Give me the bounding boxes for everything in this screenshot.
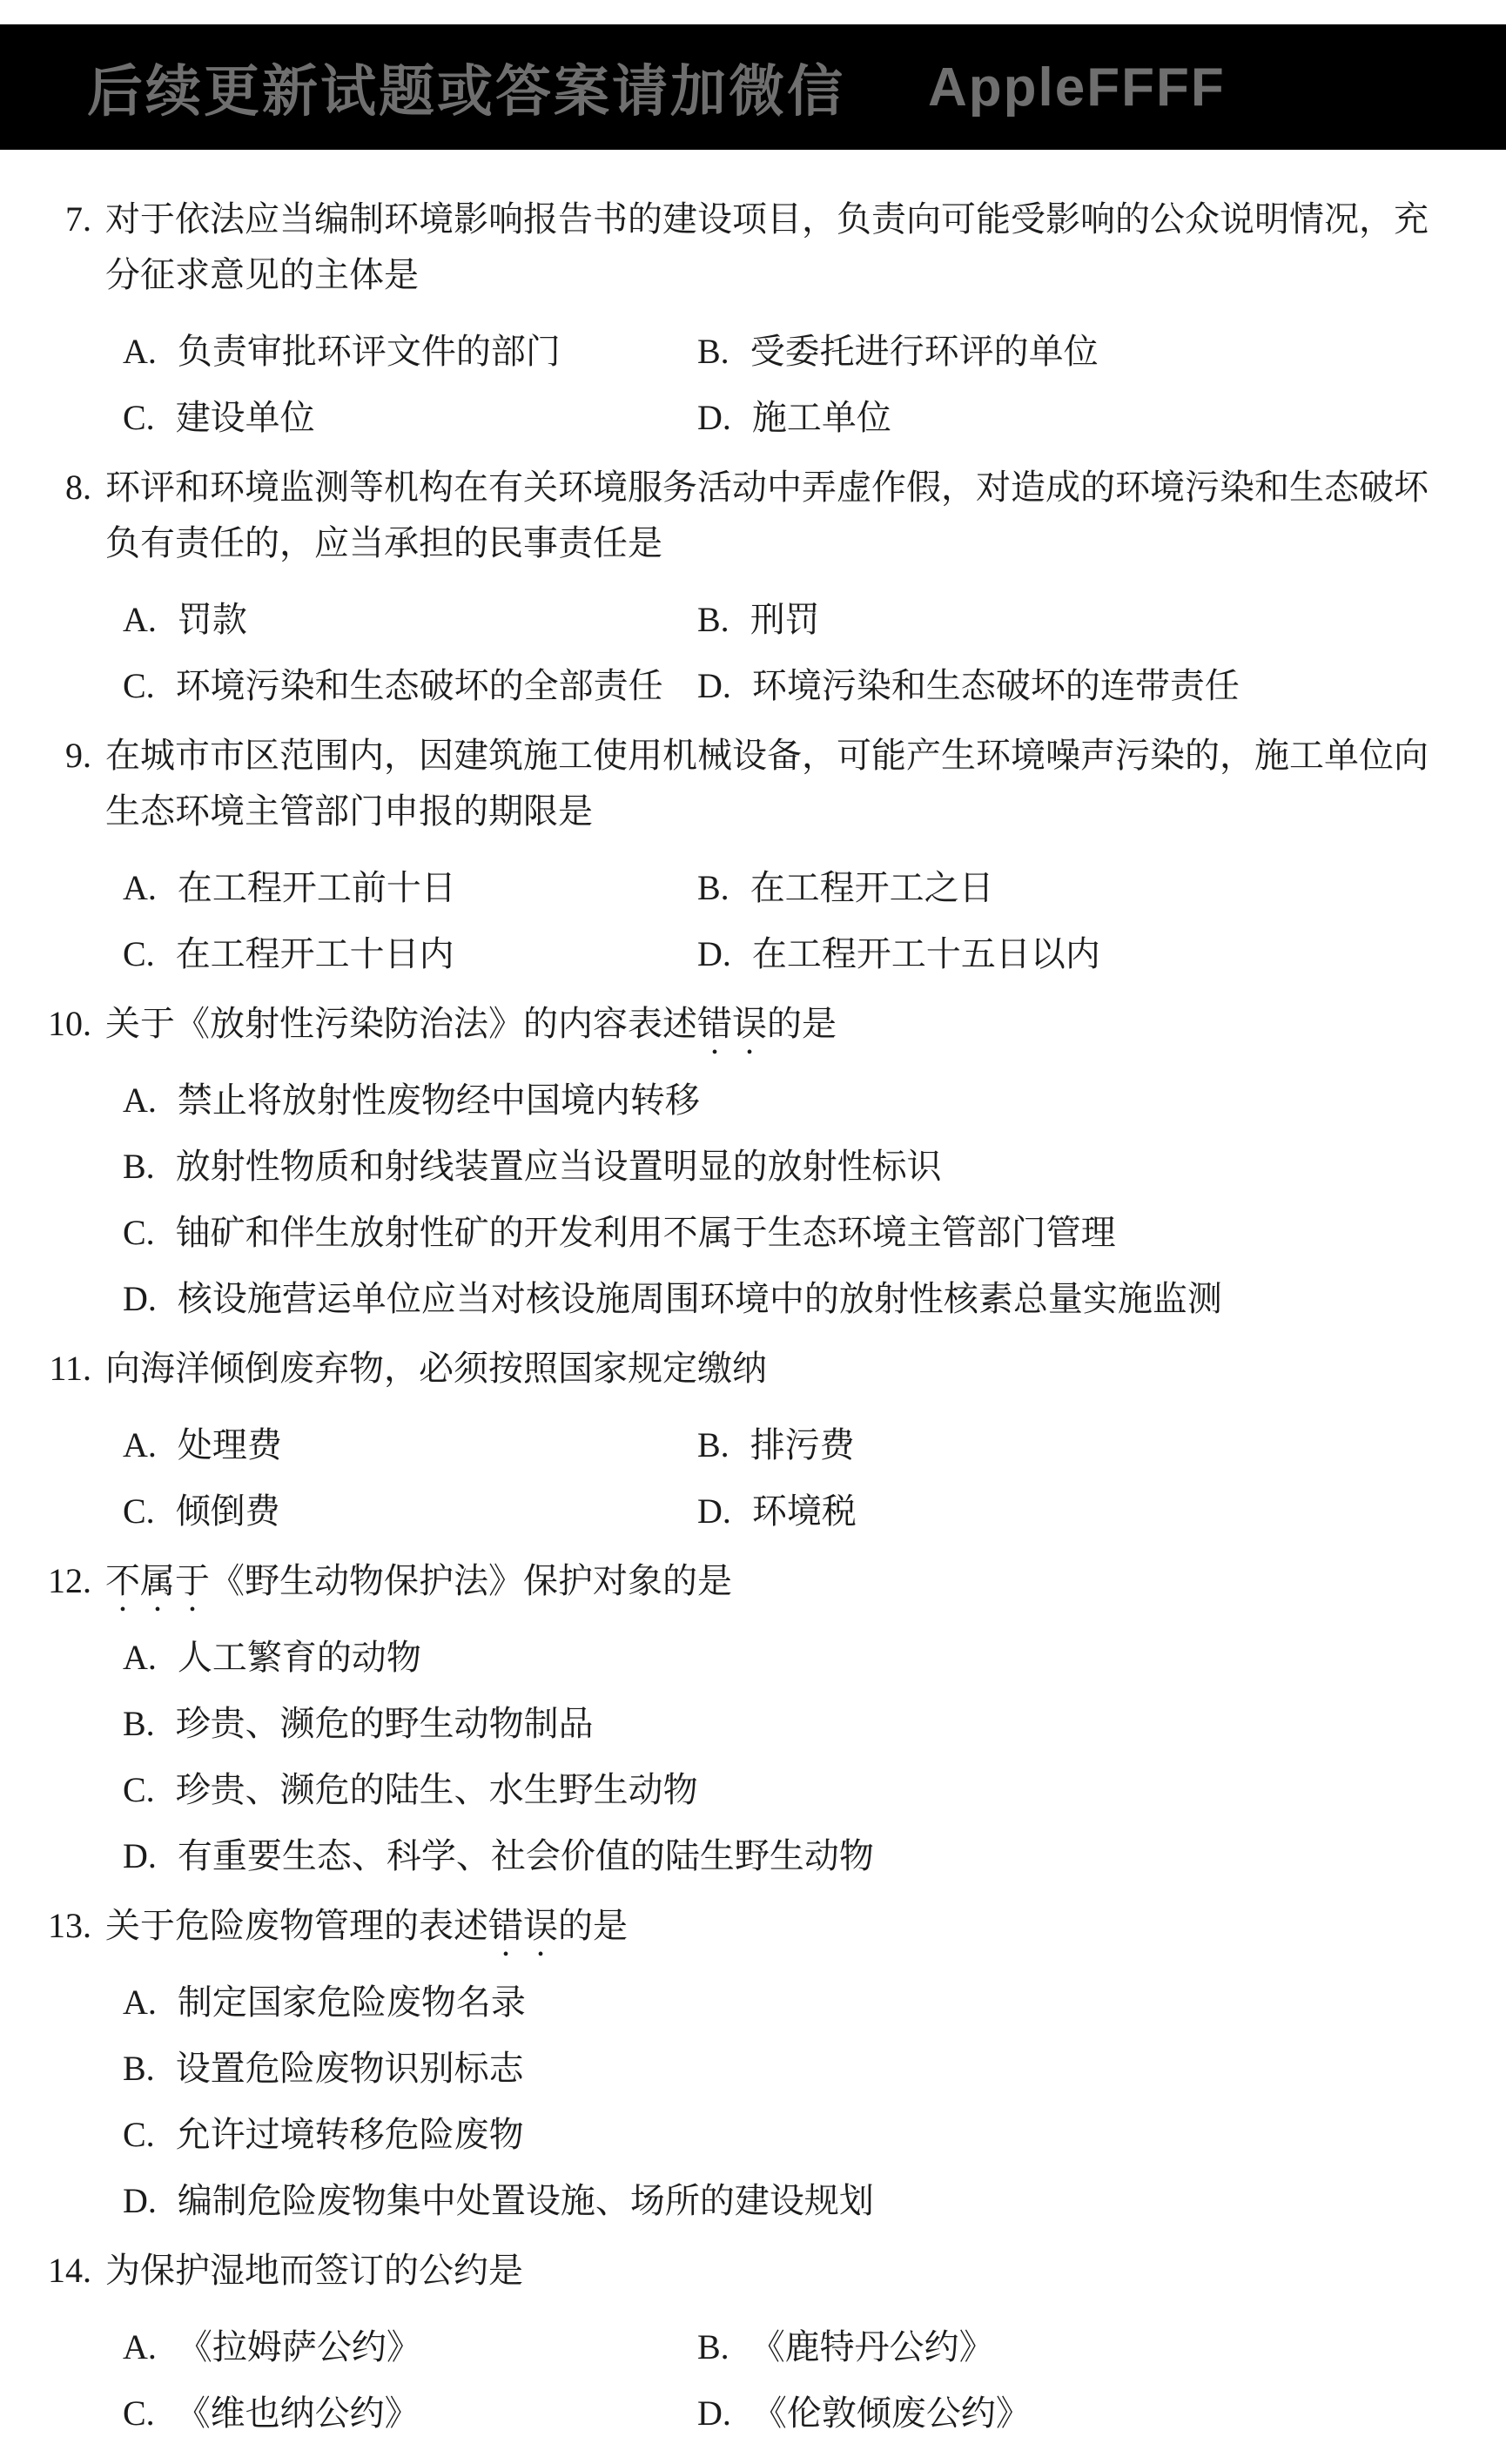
question-stem (105, 460, 1445, 582)
option-text: 环境污染和生态破坏的全部责任 (175, 666, 663, 705)
option-letter: D. (697, 934, 731, 973)
option-text: 在工程开工之日 (750, 868, 994, 907)
option-text: 制定国家危险废物名录 (177, 1983, 526, 2022)
question-stem-row (39, 728, 1445, 850)
options-grid (123, 2319, 1445, 2441)
banner-wechat-id: AppleFFFF (928, 57, 1226, 118)
question-stem-row (39, 996, 1445, 1062)
stem-emphasis: 不属于 (105, 1561, 210, 1600)
option-b (697, 1417, 1445, 1473)
question-11 (39, 1341, 1445, 1539)
option-letter: C. (123, 666, 155, 705)
option-text: 核设施营运单位应当对核设施周围环境中的放射性核素总量实施监测 (177, 1279, 1222, 1318)
option-c (123, 1484, 697, 1539)
option-letter: D. (697, 666, 731, 705)
option-text: 在工程开工前十日 (177, 868, 456, 907)
question-9 (39, 728, 1445, 982)
option-b (697, 324, 1445, 380)
banner-notice: 后续更新试题或答案请加微信 (87, 61, 845, 123)
option-letter: C. (123, 2115, 155, 2154)
question-stem-row (39, 2243, 1445, 2309)
option-text: 人工繁育的动物 (177, 1638, 421, 1677)
question-stem (105, 1553, 1445, 1619)
option-b (123, 2041, 1445, 2097)
option-c (123, 926, 697, 982)
option-text: 建设单位 (175, 398, 315, 437)
question-number: 11. (49, 1349, 91, 1388)
option-text: 罚款 (177, 600, 247, 639)
option-text: 《鹿特丹公约》 (750, 2327, 994, 2366)
question-stem (105, 192, 1445, 313)
option-d (123, 1828, 1445, 1884)
option-a (123, 860, 697, 916)
option-text: 在工程开工十五日以内 (751, 934, 1100, 973)
option-text: 珍贵、濒危的陆生、水生野生动物 (175, 1770, 698, 1809)
options-grid (123, 860, 1445, 982)
option-letter: D. (697, 1491, 731, 1531)
option-letter: D. (123, 2181, 157, 2220)
option-letter: A. (123, 1425, 157, 1464)
stem-pre: 在城市市区范围内，因建筑施工使用机械设备，可能产生环境噪声污染的，施工单位向生态环境主管部门申报的期限是 (105, 736, 1429, 831)
question-14 (39, 2243, 1445, 2441)
option-c (123, 390, 697, 446)
question-7 (39, 192, 1445, 446)
option-letter: B. (697, 868, 729, 907)
stem-post: 的是 (767, 1004, 837, 1043)
option-letter: C. (123, 934, 155, 973)
options-list (123, 1975, 1445, 2229)
option-text: 《拉姆萨公约》 (177, 2327, 421, 2366)
question-number: 12. (48, 1561, 91, 1600)
option-text: 倾倒费 (175, 1491, 280, 1531)
option-letter: A. (123, 2327, 157, 2366)
option-c (123, 658, 697, 714)
option-letter: D. (123, 1279, 157, 1318)
stem-pre: 为保护湿地而签订的公约是 (105, 2251, 523, 2290)
question-13 (39, 1898, 1445, 2229)
option-d (123, 1271, 1445, 1327)
option-d (123, 2173, 1445, 2229)
question-number: 13. (48, 1906, 91, 1945)
option-letter: D. (697, 2393, 731, 2433)
option-letter: B. (697, 600, 729, 639)
stem-pre: 关于危险废物管理的表述 (105, 1906, 488, 1945)
question-12 (39, 1553, 1445, 1884)
option-d (697, 658, 1445, 714)
option-text: 施工单位 (751, 398, 891, 437)
question-number: 14. (48, 2251, 91, 2290)
option-c (123, 1205, 1445, 1261)
option-letter: A. (123, 1081, 157, 1120)
option-letter: C. (123, 1491, 155, 1531)
options-list (123, 1630, 1445, 1884)
watermark-banner (0, 24, 1506, 150)
option-letter: A. (123, 868, 157, 907)
option-letter: A. (123, 1638, 157, 1677)
option-b (123, 1696, 1445, 1752)
stem-emphasis: 错误 (697, 1004, 767, 1043)
options-list (123, 1073, 1445, 1327)
question-stem (105, 996, 1445, 1062)
option-b (697, 592, 1445, 648)
option-a (123, 2319, 697, 2375)
option-text: 编制危险废物集中处置设施、场所的建设规划 (177, 2181, 874, 2220)
option-letter: C. (123, 1213, 155, 1252)
question-stem-row (39, 1341, 1445, 1407)
option-text: 环境税 (751, 1491, 857, 1531)
option-a (123, 592, 697, 648)
option-text: 受委托进行环评的单位 (750, 332, 1099, 371)
option-text: 禁止将放射性废物经中国境内转移 (177, 1081, 700, 1120)
option-text: 刑罚 (750, 600, 820, 639)
options-grid (123, 1417, 1445, 1539)
stem-pre: 关于《放射性污染防治法》的内容表述 (105, 1004, 697, 1043)
option-letter: A. (123, 1983, 157, 2022)
question-number: 8. (65, 468, 91, 507)
option-d (697, 926, 1445, 982)
option-a (123, 1417, 697, 1473)
option-text: 环境污染和生态破坏的连带责任 (751, 666, 1240, 705)
option-text: 《维也纳公约》 (175, 2393, 420, 2433)
option-text: 设置危险废物识别标志 (175, 2049, 524, 2088)
option-c (123, 2107, 1445, 2163)
option-text: 负责审批环评文件的部门 (177, 332, 561, 371)
option-letter: B. (697, 332, 729, 371)
option-a (123, 1975, 1445, 2030)
option-b (697, 2319, 1445, 2375)
question-8 (39, 460, 1445, 714)
option-letter: B. (123, 1704, 155, 1743)
option-d (697, 390, 1445, 446)
option-letter: A. (123, 332, 157, 371)
options-grid (123, 592, 1445, 714)
option-b (697, 860, 1445, 916)
option-text: 铀矿和伴生放射性矿的开发利用不属于生态环境主管部门管理 (175, 1213, 1116, 1252)
option-letter: C. (123, 2393, 155, 2433)
question-stem (105, 2243, 1445, 2309)
option-text: 在工程开工十日内 (175, 934, 454, 973)
stem-pre: 环评和环境监测等机构在有关环境服务活动中弄虚作假，对造成的环境污染和生态破坏负有责任的，应当承担的民事责任是 (105, 468, 1429, 562)
option-text: 珍贵、濒危的野生动物制品 (175, 1704, 594, 1743)
option-text: 放射性物质和射线装置应当设置明显的放射性标识 (175, 1147, 942, 1186)
stem-post: 《野生动物保护法》保护对象的是 (210, 1561, 732, 1600)
stem-pre: 对于依法应当编制环境影响报告书的建设项目，负责向可能受影响的公众说明情况，充分征求意见的主体是 (105, 199, 1429, 294)
option-letter: B. (123, 1147, 155, 1186)
option-text: 排污费 (750, 1425, 855, 1464)
stem-emphasis: 错误 (488, 1906, 558, 1945)
option-text: 《伦敦倾废公约》 (751, 2393, 1031, 2433)
option-a (123, 324, 697, 380)
option-text: 允许过境转移危险废物 (175, 2115, 524, 2154)
option-letter: C. (123, 1770, 155, 1809)
option-letter: D. (697, 398, 731, 437)
option-letter: D. (123, 1836, 157, 1875)
question-number: 9. (65, 736, 91, 775)
exam-page (0, 150, 1506, 2441)
option-c (123, 1762, 1445, 1818)
question-number: 10. (48, 1004, 91, 1043)
question-stem (105, 1341, 1445, 1407)
question-stem (105, 728, 1445, 850)
option-letter: B. (697, 1425, 729, 1464)
question-stem-row (39, 460, 1445, 582)
option-letter: A. (123, 600, 157, 639)
option-letter: B. (123, 2049, 155, 2088)
stem-pre: 向海洋倾倒废弃物，必须按照国家规定缴纳 (105, 1349, 767, 1388)
option-d (697, 2386, 1445, 2441)
option-text: 处理费 (177, 1425, 282, 1464)
option-b (123, 1139, 1445, 1195)
option-letter: C. (123, 398, 155, 437)
question-stem-row (39, 192, 1445, 313)
option-a (123, 1073, 1445, 1128)
option-text: 有重要生态、科学、社会价值的陆生野生动物 (177, 1836, 874, 1875)
question-number: 7. (65, 199, 91, 239)
option-letter: B. (697, 2327, 729, 2366)
stem-post: 的是 (558, 1906, 628, 1945)
option-a (123, 1630, 1445, 1686)
question-stem-row (39, 1898, 1445, 1964)
options-grid (123, 324, 1445, 446)
option-c (123, 2386, 697, 2441)
question-stem-row (39, 1553, 1445, 1619)
question-stem (105, 1898, 1445, 1964)
question-10 (39, 996, 1445, 1327)
option-d (697, 1484, 1445, 1539)
